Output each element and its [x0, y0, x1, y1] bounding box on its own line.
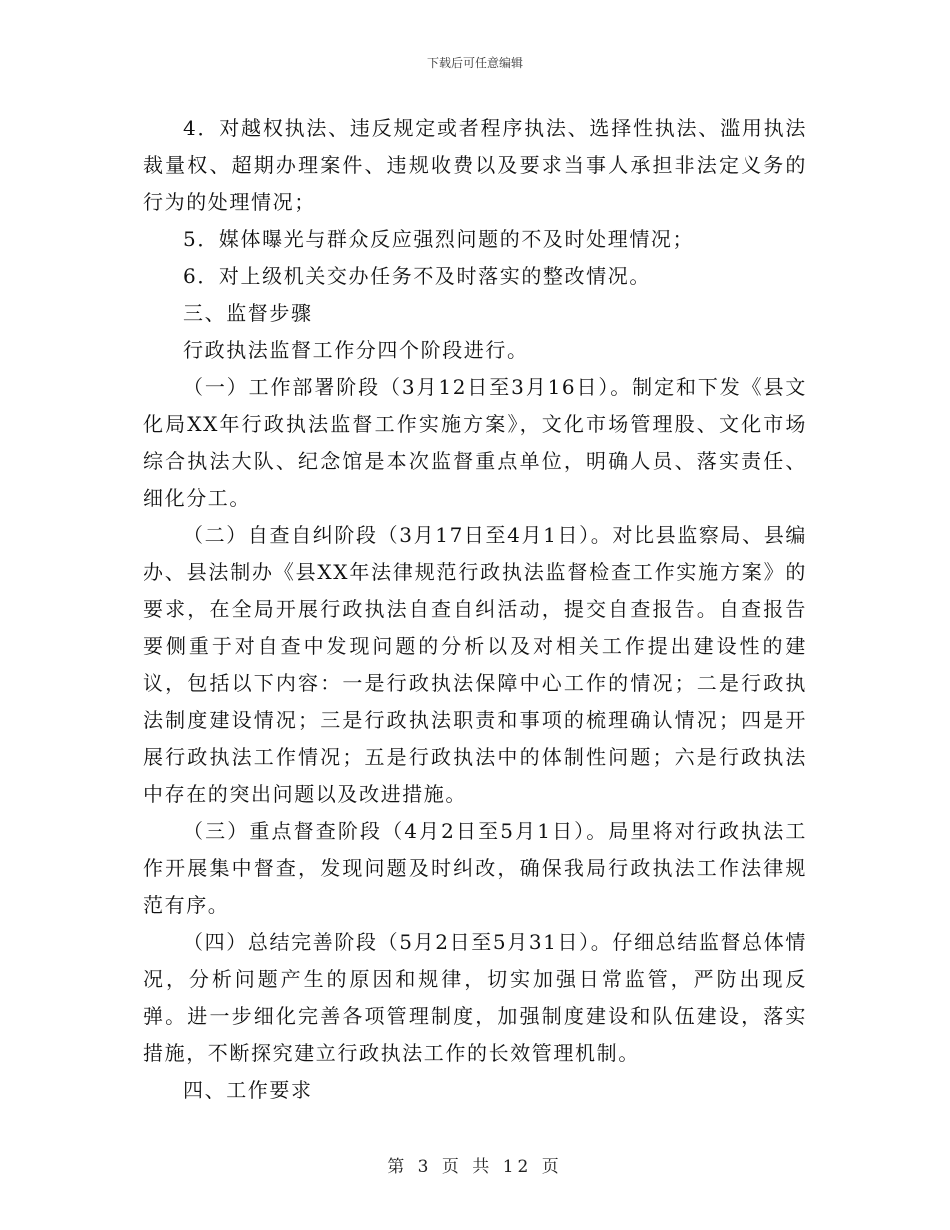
paragraph-stage-4: （四）总结完善阶段（5月2日至5月31日）。仔细总结监督总体情况，分析问题产生的原因和规律，切实加强日常监管，严防出现反弹。进一步细化完善各项管理制度，加强制度建设和队伍建设，落实措施，不断探究建立行政执法工作的长效管理机制。 [143, 930, 807, 1065]
section-heading-requirements: 四、工作要求 [183, 1078, 313, 1102]
paragraph-item-4: 4．对越权执法、违反规定或者程序执法、选择性执法、滥用执法裁量权、超期办理案件、违规收费以及要求当事人承担非法定义务的行为的处理情况； [143, 116, 807, 214]
page-header-note: 下载后可任意编辑 [426, 56, 523, 70]
paragraph-stage-2: （二）自查自纠阶段（3月17日至4月1日）。对比县监察局、县编办、县法制办《县XX年法律规范行政执法监督检查工作实施方案》的要求，在全局开展行政执法自查自纠活动，提交自查报告。自查报告要侧重于对自查中发现问题的分析以及对相关工作提出建设性的建议，包括以下内容：一是行政执法保障中心工作的情况；二是行政执法制度建设情况；三是行政执法职责和事项的梳理确认情况；四是开展行政执法工作情况；五是行政执法中的体制性问题；六是行政执法中存在的突出问题以及改进措施。 [143, 523, 807, 806]
paragraph-item-6: 6．对上级机关交办任务不及时落实的整改情况。 [183, 264, 651, 288]
document-body [143, 110, 807, 1109]
page-number: 第 3 页 共 12 页 [387, 1157, 563, 1177]
paragraph-item-5: 5．媒体曝光与群众反应强烈问题的不及时处理情况； [183, 227, 695, 251]
paragraph-stage-1: （一）工作部署阶段（3月12日至3月16日）。制定和下发《县文化局XX年行政执法监督工作实施方案》，文化市场管理股、文化市场综合执法大队、纪念馆是本次监督重点单位，明确人员、落实责任、细化分工。 [143, 375, 807, 510]
section-heading-steps: 三、监督步骤 [183, 301, 313, 325]
paragraph-stage-3: （三）重点督查阶段（4月2日至5月1日）。局里将对行政执法工作开展集中督查，发现问题及时纠改，确保我局行政执法工作法律规范有序。 [143, 819, 807, 917]
paragraph-stages-intro: 行政执法监督工作分四个阶段进行。 [183, 338, 529, 362]
